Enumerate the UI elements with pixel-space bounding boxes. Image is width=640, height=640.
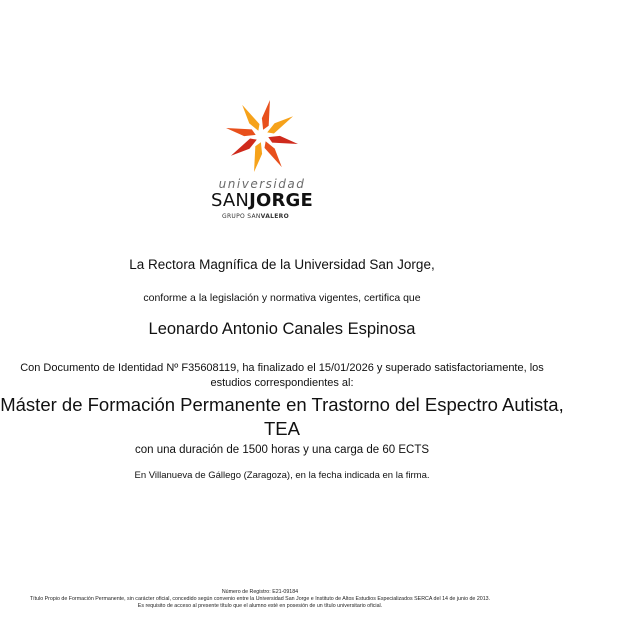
footer-note-1: Título Propio de Formación Permanente, sin carácter oficial, concedido según convenio entre la Universidad San Jorge e Instituto de Altos Estudios Especializados SERCA del 14 de junio de 2013. <box>29 596 491 602</box>
place-line: En Villanueva de Gállego (Zaragoza), en la fecha indicada en la firma. <box>134 470 430 481</box>
logo-text-san-jorge: SANJORGE <box>210 190 314 211</box>
logo-arm <box>229 136 258 160</box>
conformity-line: conforme a la legislación y normativa vigentes, certifica que <box>143 292 421 304</box>
logo-arm <box>267 134 298 147</box>
university-logo <box>200 96 324 228</box>
duration-line: con una duración de 1500 horas y una carga de 60 ECTS <box>134 444 430 456</box>
logo-arm <box>251 141 264 172</box>
footer-note-2: Es requisito de acceso al presente título que el alumno esté en posesión de un título universitario oficial. <box>137 603 383 609</box>
logo-arm <box>262 139 286 168</box>
registry-number: Número de Registro: E21-09184 <box>221 589 299 595</box>
logo-text-universidad: universidad <box>218 177 306 191</box>
program-title-line-1: Máster de Formación Permanente en Trastorno del Espectro Autista, <box>0 394 564 415</box>
document-line-1: Con Documento de Identidad Nº F35608119, ha finalizado el 15/01/2026 y superado satisfactoriamente, los <box>20 362 544 374</box>
logo-arm <box>260 99 273 130</box>
logo-arm <box>225 125 256 138</box>
program-title-line-2: TEA <box>264 418 300 439</box>
logo-arm <box>265 112 294 136</box>
rector-line: La Rectora Magnífica de la Universidad San Jorge, <box>129 257 435 272</box>
logo-arm <box>238 103 262 132</box>
star-burst-logo-icon <box>222 96 302 176</box>
student-name: Leonardo Antonio Canales Espinosa <box>148 320 416 338</box>
document-line-2: estudios correspondientes al: <box>210 377 354 389</box>
logo-text-grupo-san-valero: GRUPO SANVALERO <box>222 213 289 220</box>
